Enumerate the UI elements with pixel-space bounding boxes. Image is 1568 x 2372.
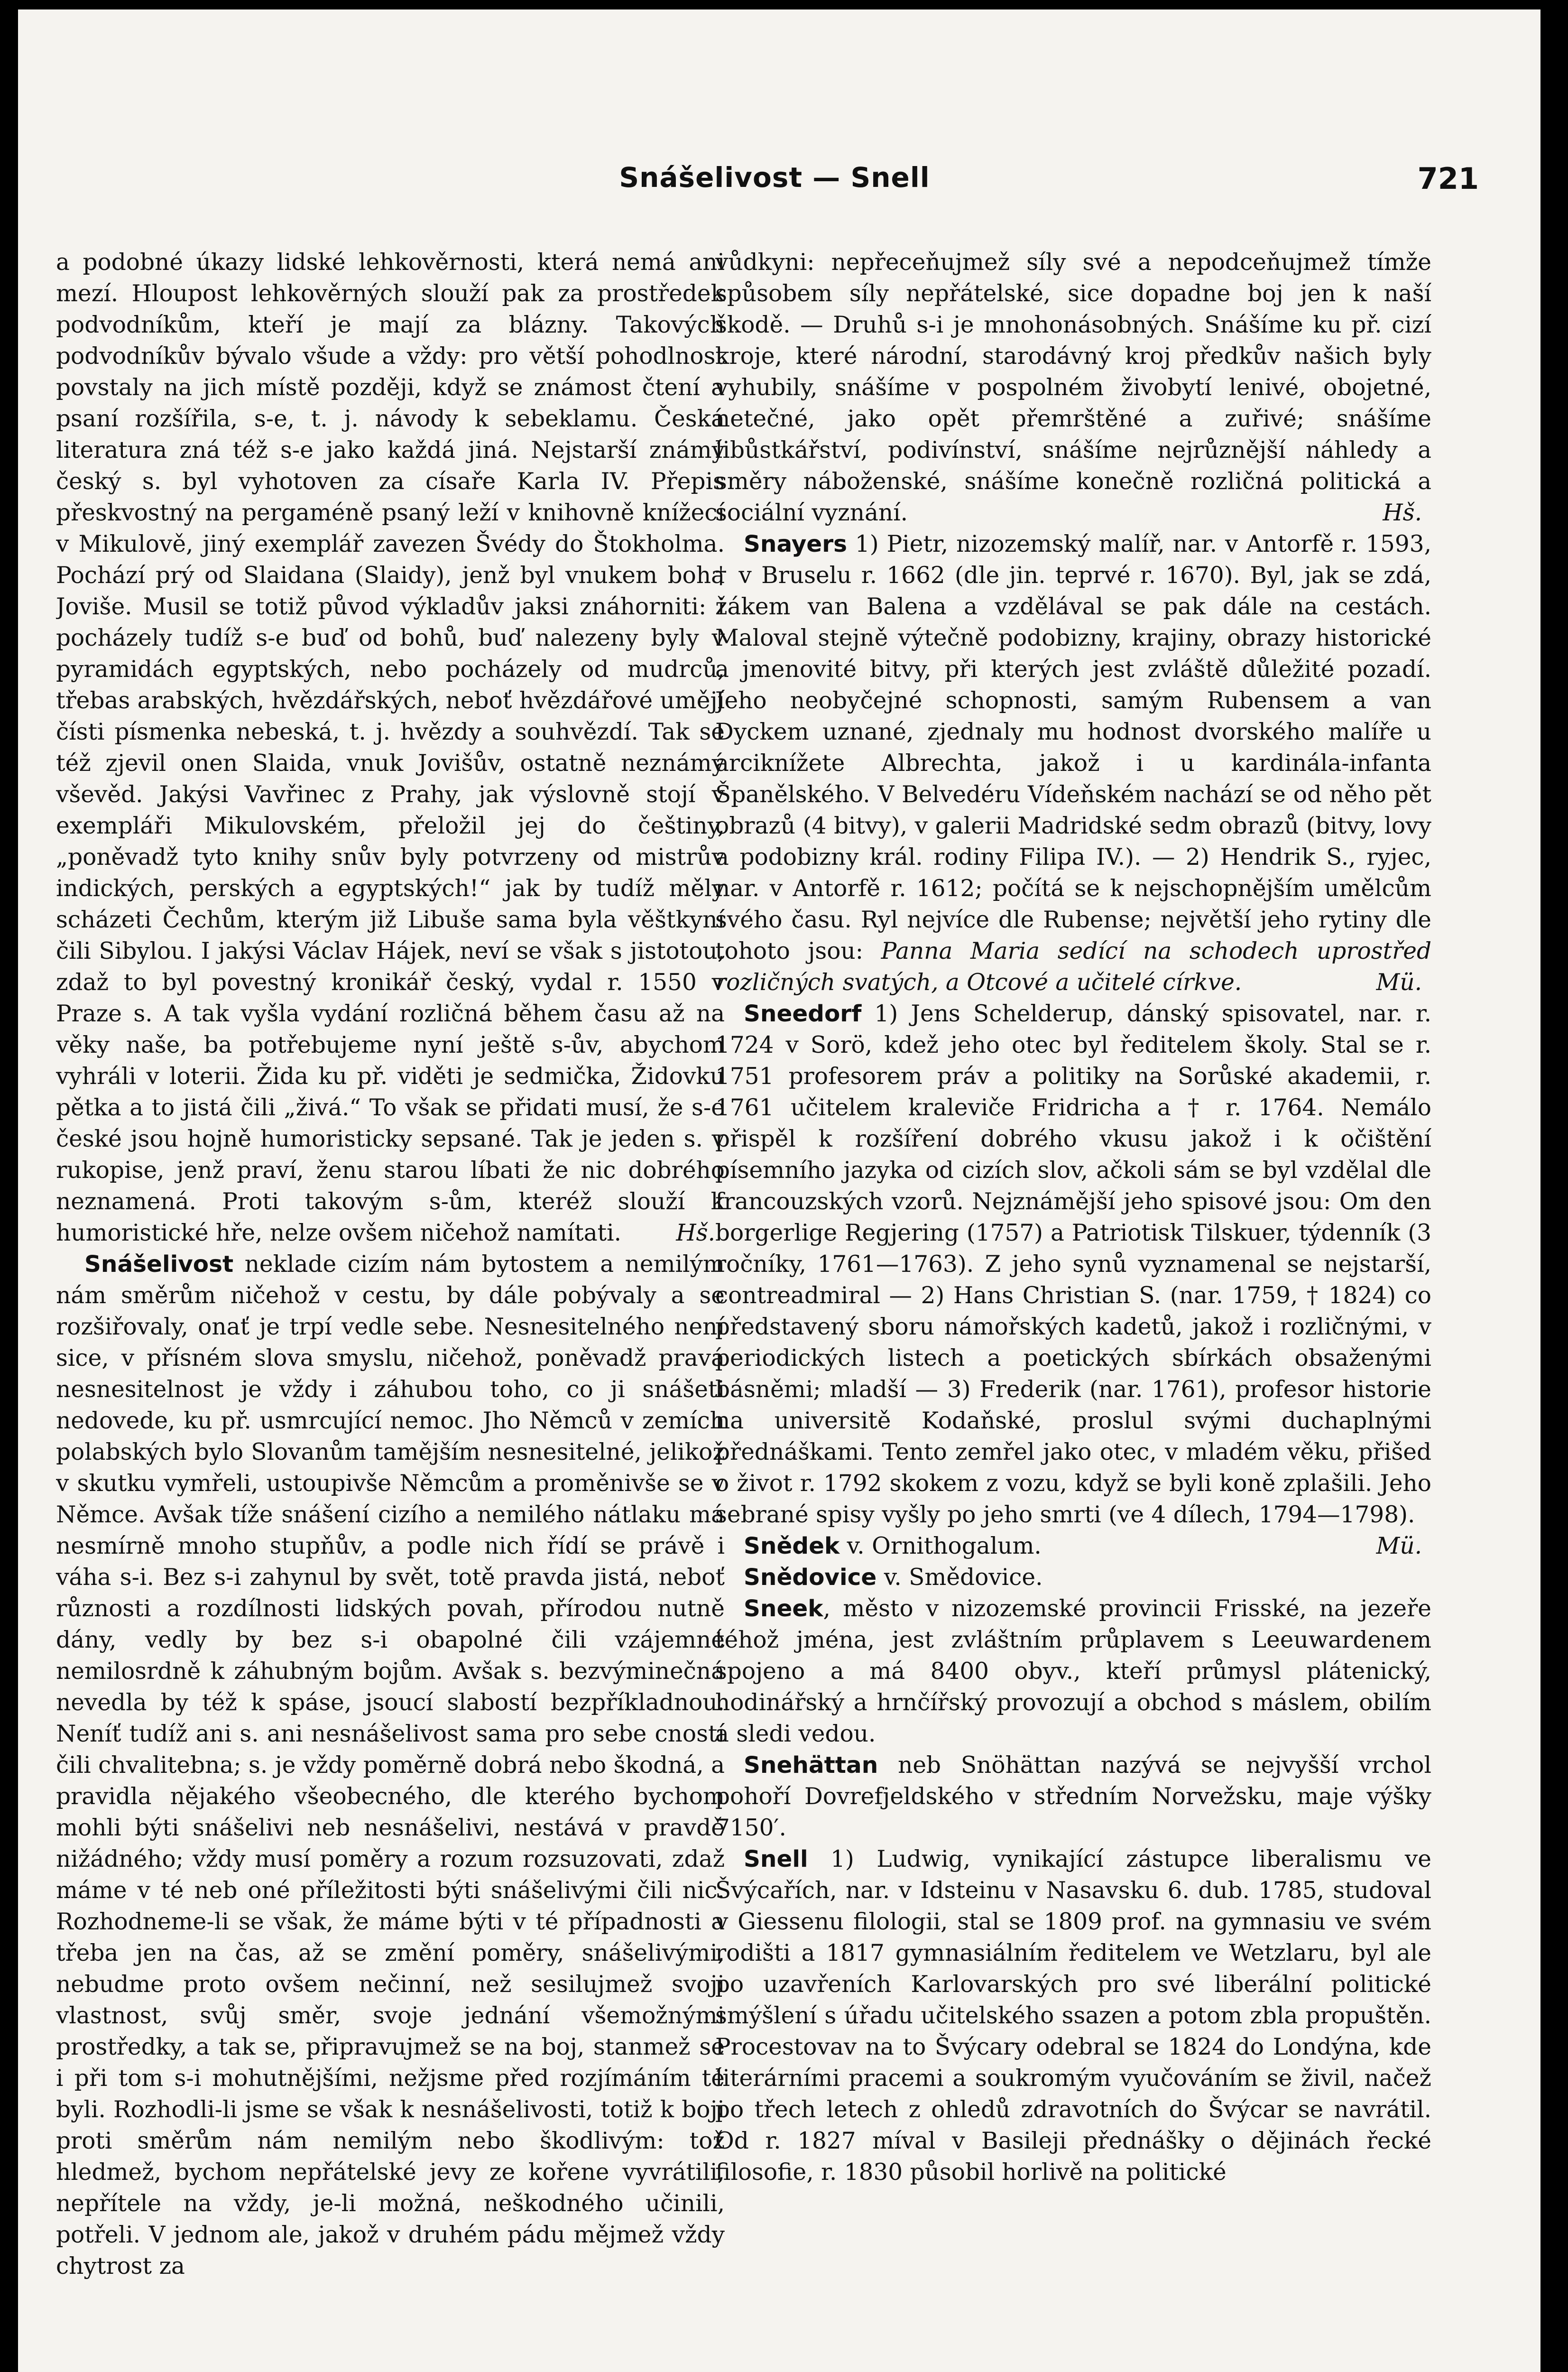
entry-snayers (715, 528, 1431, 998)
entry-snedovice (715, 1562, 1431, 1593)
entry-continuation (56, 247, 725, 1249)
right-column (715, 247, 1431, 2372)
author-signature: Hš. (676, 1220, 715, 1246)
entry-text: a podobné úkazy lidské lehkověrnosti, která nemá ani mezí. Hloupost lehkověrných slouží pak za prostředek podvodníkům, kteří je mají za blázny. Takových podvodníkův bývalo všude a vždy: pro větší pohodlnost povstaly na jich místě později, když se známost čtení a psaní rozšířila, s-e, t. j. návody k sebeklamu. Česká literatura zná též s-e jako každá jiná. Nejstarší známý český s. byl vyhotoven za císaře Karla IV. Přepis přeskvostný na pergaméně psaný leží v knihovně knížecí v Mikulově, jiný exemplář zavezen Švédy do Štokholma. Pochází prý od Slaidana (Slaidy), jenž byl vnukem boha Joviše. Musil se totiž původ výkladův jaksi znáhorniti: i pocházely tudíž s-e buď od bohů, buď nalezeny byly v pyramidách egyptských, nebo pocházely od mudrců, třebas arabských, hvězdářských, neboť hvězdářové umějí čísti písmenka nebeská, t. j. hvězdy a souhvězdí. Tak se též zjevil onen Slaida, vnuk Jovišův, ostatně neznámý vševěd. Jakýsi Vavřinec z Prahy, jak výslovně stojí v exempláři Mikulovském, přeložil jej do češtiny, „poněvadž tyto knihy snův byly potvrzeny od mistrův indických, perských a egyptských!“ jak by tudíž měly scházeti Čechům, kterým již Libuše sama byla věštkyní čili Sibylou. I jakýsi Václav Hájek, neví se však s jistotou, zdaž to byl povestný kronikář český, vydal r. 1550 v Praze s. A tak vyšla vydání rozličná během času až na věky naše, ba potřebujeme nyní ještě s-ův, abychom vyhráli v loterii. Žida ku př. viděti je sedmička, Židovku pětka a to jistá čili „živá.“ To však se přidati musí, že s-e české jsou hojně humoristicky sepsané. Tak je jeden s. v rukopise, jenž praví, ženu starou líbati že nic dobrého neznamená. Proti takovým s-ům, kteréž slouží k humoristické hře, nelze ovšem ničehož namítati. (56, 249, 725, 1246)
entry-snaselivost (56, 1249, 725, 2282)
artwork-titles: Panna Maria sedící na schodech uprostřed rozličných svatých, a Otcové a učitelé církve. (715, 938, 1431, 996)
headword: Sneedorf (744, 1001, 862, 1027)
entry-text: 1) Jens Schelderup, dánský spisovatel, nar. r. 1724 v Sorö, kdež jeho otec byl ředitelem školy. Stal se r. 1751 profesorem práv a politiky na Sorůské akademii, r. 1761 učitelem kraleviče Fridricha a † r. 1764. Nemálo přispěl k rozšíření dobrého vkusu jakož i k očištění písemního jazyka od cizích slov, ačkoli sám se byl vzdělal dle francouzských vzorů. Nejznámější jeho spisové jsou: Om den borgerlige Regjering (1757) a Patriotisk Tilskuer, týdenník (3 ročníky, 1761—1763). Z jeho synů vyznamenal se nejstarší, contreadmiral — 2) Hans Christian S. (nar. 1759, † 1824) co představený sboru námořských kadetů, jakož i rozličnými, v periodických listech a poetických sbírkách obsaženými básněmi; mladší — 3) Frederik (nar. 1761), profesor historie na universitě Kodaňské, proslul svými duchaplnými přednáškami. Tento zemřel jako otec, v mladém věku, přišed o život r. 1792 skokem z vozu, když se byli koně zplašili. Jeho sebrané spisy vyšly po jeho smrti (ve 4 dílech, 1794—1798). (715, 1001, 1431, 1528)
entry-continuation (715, 247, 1431, 528)
author-signature: Hš. (1383, 500, 1422, 526)
entry-sneek (715, 1593, 1431, 1750)
headword: Sneek (744, 1595, 823, 1622)
headword: Snehättan (744, 1752, 878, 1779)
page (18, 9, 1540, 2372)
left-column (56, 247, 725, 2372)
entry-text: 1) Pietr, nizozemský malíř, nar. v Antorfě r. 1593, † v Bruselu r. 1662 (dle jin. teprvé r. 1670). Byl, jak se zdá, žákem van Balena a vzdělával se pak dále na cestách. Maloval stejně výtečně podobizny, krajiny, obrazy historické a jmenovité bitvy, při kterých jest zvláště důležité pozadí. Jeho neobyčejné schopnosti, samým Rubensem a van Dyckem uznané, zjednaly mu hodnost dvorského malíře u arciknížete Albrechta, jakož i u kardinála-infanta Španělského. V Belvedéru Vídeňském nachází se od něho pět obrazů (4 bitvy), v galerii Madridské sedm obrazů (bitvy, lovy a podobizny král. rodiny Filipa IV.). — 2) Hendrik S., ryjec, nar. v Antorfě r. 1612; počítá se k nejschopnějším umělcům svého času. Ryl nejvíce dle Rubense; největší jeho rytiny dle tohoto jsou: (715, 531, 1431, 964)
headword: Snášelivost (84, 1251, 234, 1278)
entry-text: vůdkyni: nepřeceňujmež síly své a nepodceňujmež tímže spůsobem síly nepřátelské, sice dopadne boj jen k naší škodě. — Druhů s-i je mnohonásobných. Snášíme ku př. cizí kroje, které národní, starodávný kroj předkův našich byly vyhubily, snášíme v pospolném živobytí lenivé, obojetné, netečné, jako opět přemrštěné a zuřivé; snášíme libůstkářství, podivínství, snášíme nejrůznější náhledy a směry náboženské, snášíme konečně rozličná politická a sociální vyznání. (715, 249, 1431, 526)
headword: Snědovice (744, 1564, 877, 1591)
headword: Snědek (744, 1533, 840, 1559)
entry-snedek (715, 1530, 1431, 1562)
cross-reference: v. Smědovice. (884, 1564, 1043, 1591)
author-signature: Mü. (1376, 1533, 1422, 1559)
entry-snehattan (715, 1750, 1431, 1844)
page-header (70, 161, 1479, 204)
entry-snell (715, 1844, 1431, 2188)
headword: Snayers (744, 531, 847, 557)
running-title: Snášelivost — Snell (619, 161, 930, 194)
cross-reference: v. Ornithogalum. (847, 1533, 1042, 1559)
entry-text: neb Snöhättan nazývá se nejvyšší vrchol pohoří Dovrefjeldského v středním Norvežsku, maje výšky 7150′. (715, 1752, 1431, 1841)
entry-text: , město v nizozemské provincii Frisské, na jezeře téhož jména, jest zvláštním průplavem s Leeuwardenem spojeno a má 8400 obyv., kteří průmysl plátenický, hodinářský a hrnčířský provozují a obchod s máslem, obilím a sledi vedou. (715, 1595, 1431, 1747)
author-signature: Mü. (1376, 969, 1422, 996)
headword: Snell (744, 1846, 808, 1872)
entry-text: neklade cizím nám bytostem a nemilým nám směrům ničehož v cestu, by dále pobývaly a se rozšiřovaly, onať je trpí vedle sebe. Nesnesitelného není sice, v přísném slova smyslu, ničehož, poněvadž pravá nesnesitelnost je vždy i záhubou toho, co ji snášeti nedovede, ku př. usmrcující nemoc. Jho Němců v zemích polabských bylo Slovanům tamějším nesnesitelné, jelikož v skutku vymřeli, ustoupivše Němcům a proměnivše se v Němce. Avšak tíže snášení cizího a nemilého nátlaku má nesmírně mnoho stupňův, a podle nich řídí se právě i váha s-i. Bez s-i zahynul by svět, totě pravda jistá, neboť různosti a rozdílnosti lidských povah, přírodou nutně dány, vedly by bez s-i obapolné čili vzájemné nemilosrdně k záhubným bojům. Avšak s. bezvýminečná nevedla by též k spáse, jsoucí slabostí bezpříkladnou. Neníť tudíž ani s. ani nesnášelivost sama pro sebe cností čili chvalitebna; s. je vždy poměrně dobrá nebo škodná, a pravidla nějakého všeobecného, dle kterého bychom mohli býti snášelivi neb nesnášelivi, nestává v pravdě nižádného; vždy musí poměry a rozum rozsuzovati, zdaž máme v té neb oné příležitosti býti snášelivými čili nic. Rozhodneme-li se však, že máme býti v té případnosti a třeba jen na čas, až se změní poměry, snášelivými, nebudme proto ovšem nečinní, než sesilujmež svoji vlastnost, svůj směr, svoje jednání všemožnými prostředky, a tak se, připravujmež se na boj, stanmež se i při tom s-i mohutnějšími, nežjsme před rozjímáním té byli. Rozhodli-li jsme se však k nesnášelivosti, totiž k boji proti směrům nám nemilým nebo škodlivým: tož hledmež, bychom nepřátelské jevy ze kořene vyvrátili, nepřítele na vždy, je-li možná, neškodného učinili, potřeli. V jednom ale, jakož v druhém pádu mějmež vždy chytrost za (56, 1251, 725, 2279)
page-number: 721 (1417, 161, 1479, 196)
entry-text: 1) Ludwig, vynikající zástupce liberalismu ve Švýcařích, nar. v Idsteinu v Nasavsku 6. dub. 1785, studoval v Giessenu filologii, stal se 1809 prof. na gymnasiu ve svém rodišti a 1817 gymnasiálním ředitelem ve Wetzlaru, byl ale po uzavřeních Karlovarských pro své liberální politické smýšlení s úřadu učitelského ssazen a potom zbla propuštěn. Procestovav na to Švýcary odebral se 1824 do Londýna, kde literárními pracemi a soukromým vyučováním se živil, načež po třech letech z ohledů zdravotních do Švýcar se navrátil. Od r. 1827 míval v Basileji přednášky o dějinách řecké filosofie, r. 1830 působil horlivě na politické (715, 1846, 1431, 2186)
